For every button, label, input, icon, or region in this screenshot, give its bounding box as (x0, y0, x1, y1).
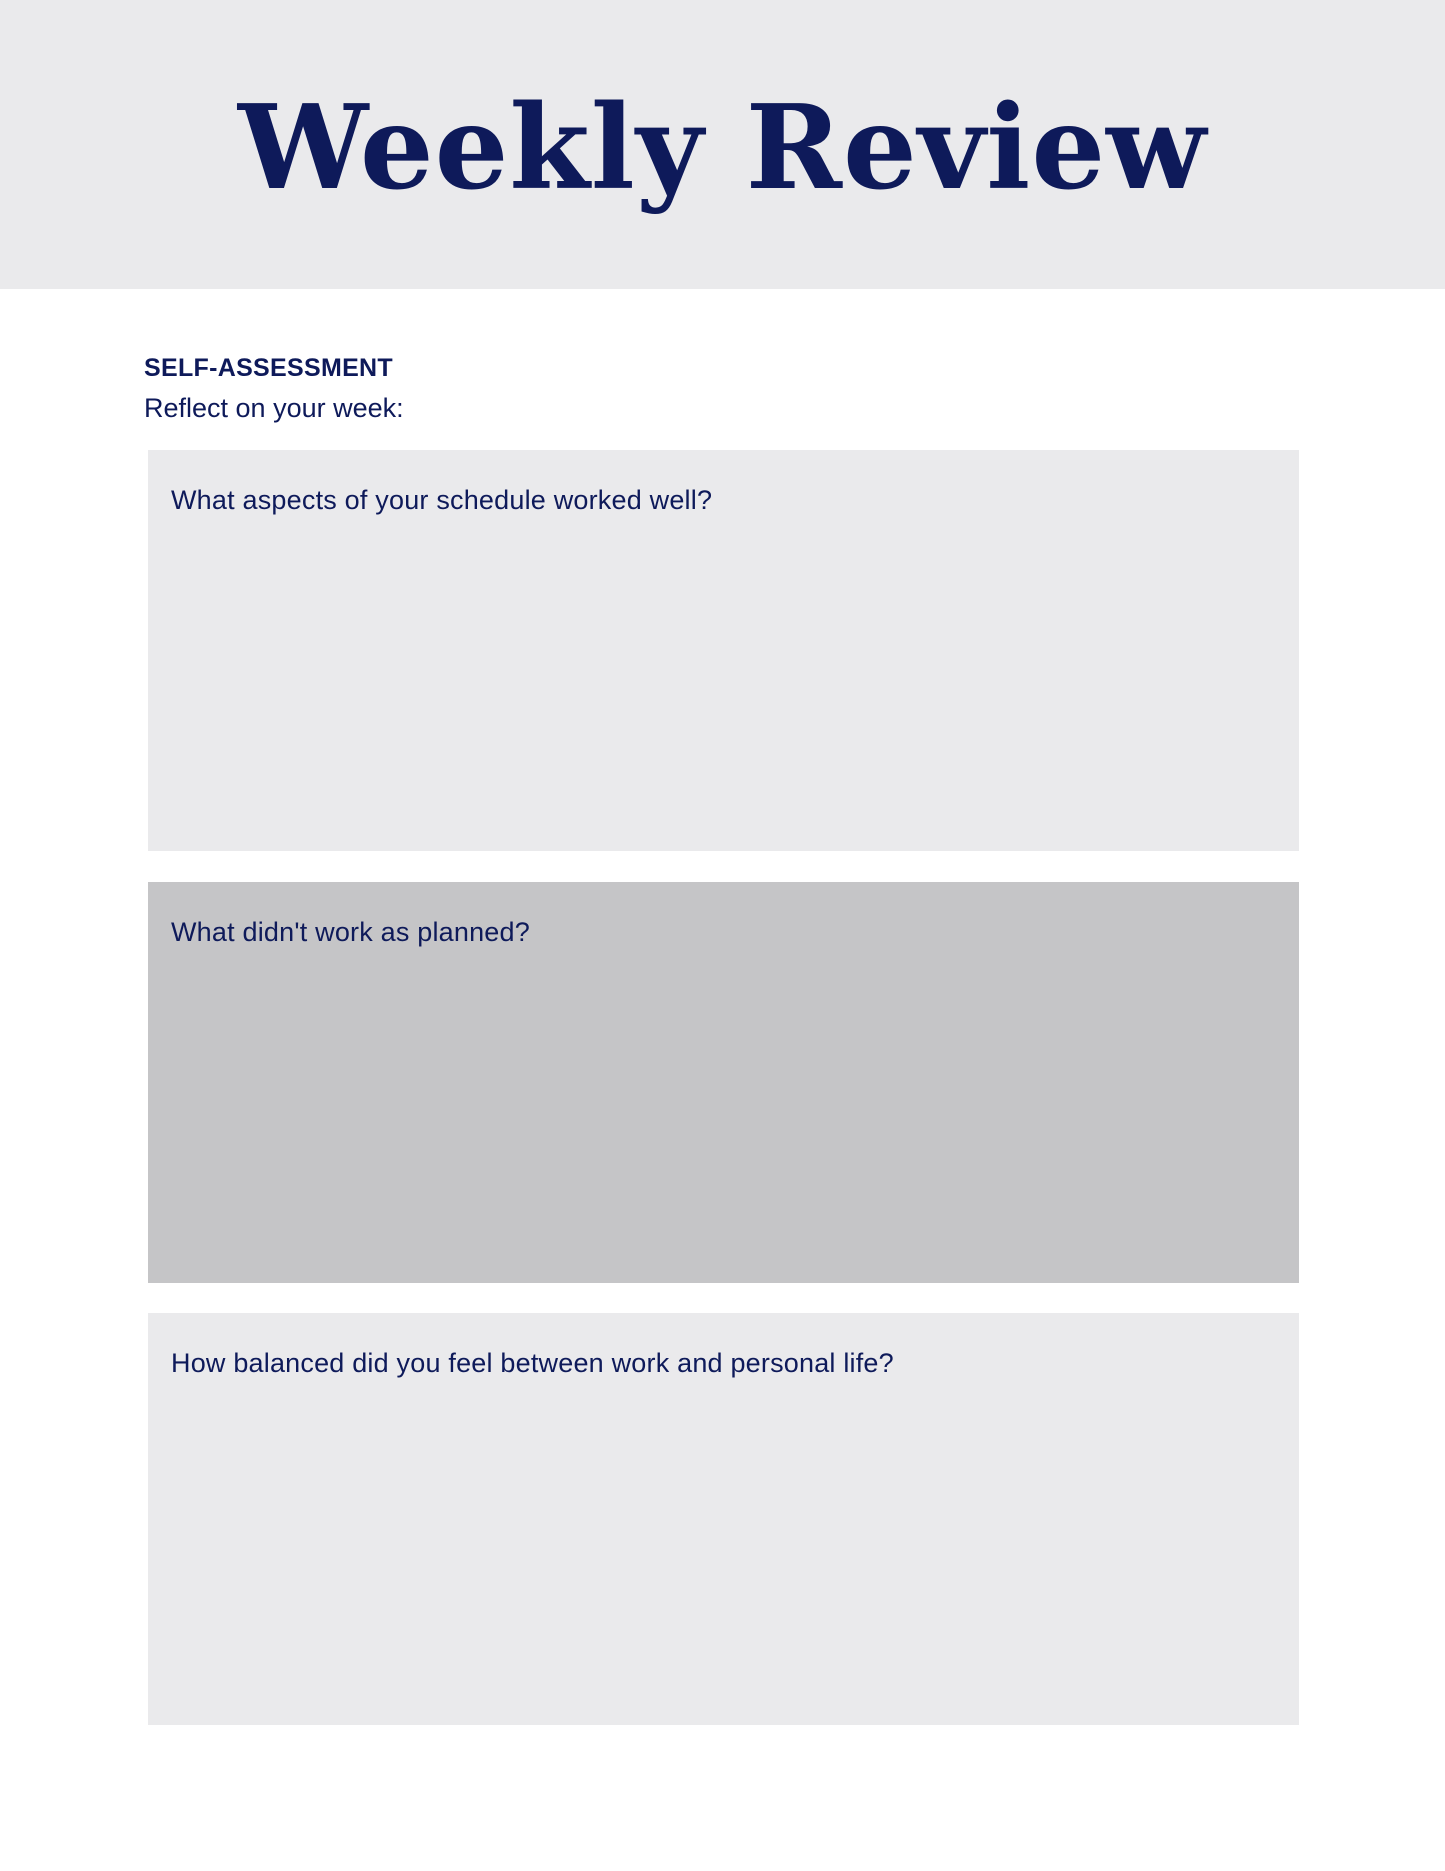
question-label: What aspects of your schedule worked well? (171, 485, 713, 515)
reflection-box-balance[interactable] (148, 1313, 1299, 1725)
header-banner (0, 0, 1445, 289)
section-label: SELF-ASSESSMENT (144, 354, 393, 382)
page-title: Weekly Review (238, 80, 1207, 216)
reflection-box-didnt-work[interactable] (148, 882, 1299, 1283)
question-label: How balanced did you feel between work and personal life? (171, 1348, 894, 1378)
question-label: What didn't work as planned? (171, 917, 530, 947)
section-subtitle: Reflect on your week: (144, 393, 404, 423)
reflection-box-worked-well[interactable] (148, 450, 1299, 851)
